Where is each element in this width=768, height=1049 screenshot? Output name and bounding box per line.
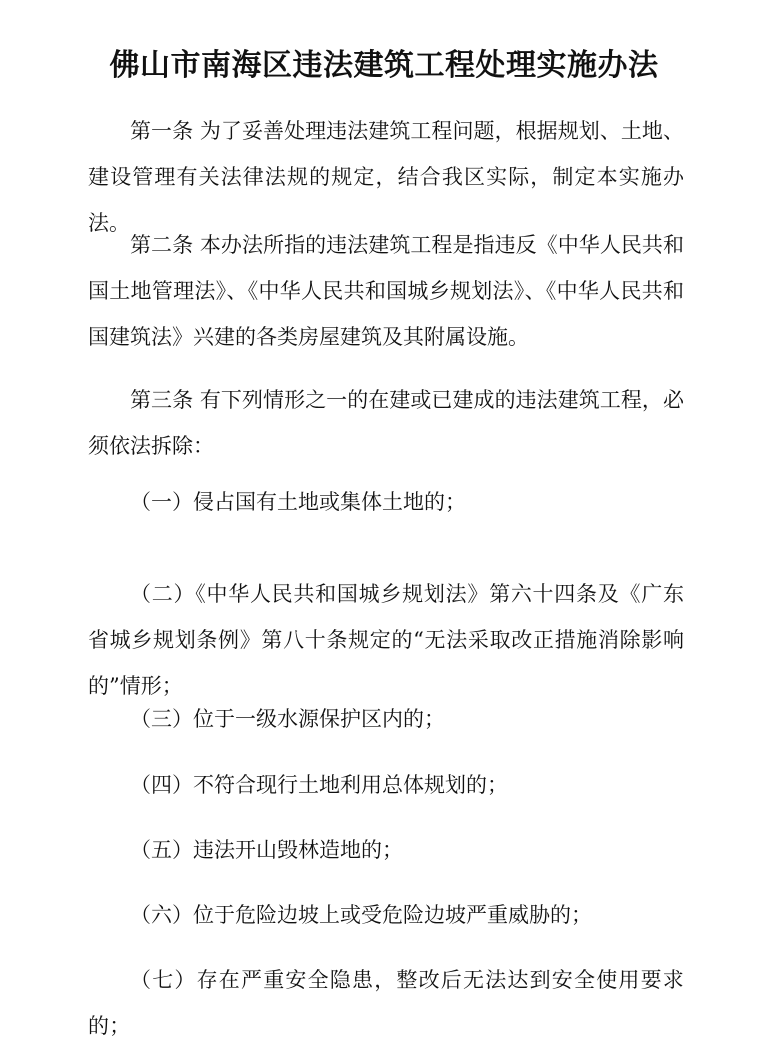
article-3: 第三条 有下列情形之一的在建或已建成的违法建筑工程，必须依法拆除： <box>88 388 684 458</box>
article-3-item-2: （二）《中华人民共和国城乡规划法》第六十四条及《广东省城乡规划条例》第八十条规定的“无法采取改正措施消除影响的”情形； <box>88 582 684 698</box>
article-3-item-5: （五）违法开山毁林造地的； <box>130 838 403 862</box>
article-1: 第一条 为了妥善处理违法建筑工程问题，根据规划、土地、建设管理有关法律法规的规定，结合我区实际，制定本实施办法。 <box>88 119 684 235</box>
article-3-item-1: （一）侵占国有土地或集体土地的； <box>130 490 466 514</box>
article-3-item-7: （七）存在严重安全隐患，整改后无法达到安全使用要求的； <box>88 968 684 1038</box>
article-3-item-3: （三）位于一级水源保护区内的； <box>130 707 445 731</box>
article-3-item-6: （六）位于危险边坡上或受危险边坡严重威胁的； <box>130 903 592 927</box>
article-3-item-4: （四）不符合现行土地利用总体规划的； <box>130 773 508 797</box>
document-title: 佛山市南海区违法建筑工程处理实施办法 <box>109 48 659 83</box>
article-2: 第二条 本办法所指的违法建筑工程是指违反《中华人民共和国土地管理法》、《中华人民共和国城乡规划法》、《中华人民共和国建筑法》兴建的各类房屋建筑及其附属设施。 <box>88 233 684 349</box>
